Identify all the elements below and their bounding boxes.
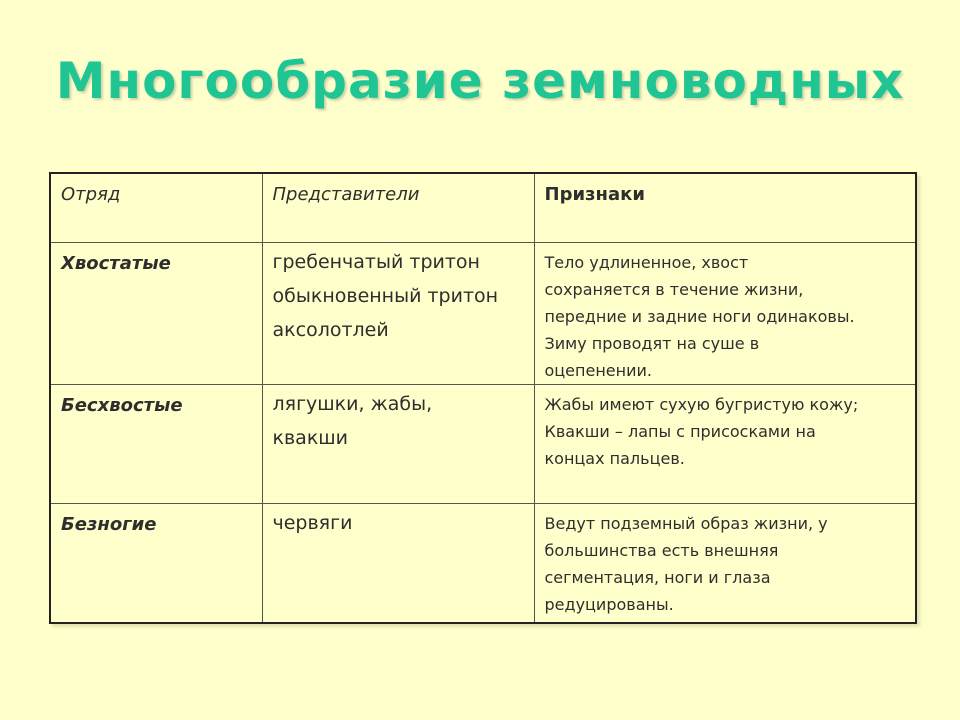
traits-text: Ведут подземный образ жизни, у большинства есть внешняя сегментация, ноги и глаза редуцированы. bbox=[544, 514, 828, 614]
header-cell-representatives bbox=[262, 173, 534, 243]
order-cell bbox=[50, 243, 262, 385]
table-header-row bbox=[50, 173, 916, 243]
traits-text: Тело удлиненное, хвост сохраняется в течение жизни, передние и задние ноги одинаковы. Зиму проводят на суше в оцепенении. bbox=[544, 253, 855, 380]
representatives-text: червяги bbox=[272, 512, 353, 534]
traits-cell bbox=[534, 385, 916, 504]
representatives-text: лягушки, жабы, квакши bbox=[272, 393, 433, 449]
header-cell-order bbox=[50, 173, 262, 243]
order-cell bbox=[50, 504, 262, 624]
header-representatives-label: Представители bbox=[272, 184, 420, 205]
order-name: Безногие bbox=[61, 514, 157, 535]
page-title: Многообразие земноводных bbox=[55, 52, 905, 110]
representatives-cell bbox=[262, 385, 534, 504]
header-cell-traits bbox=[534, 173, 916, 243]
table-row bbox=[50, 243, 916, 385]
amphibian-table bbox=[49, 172, 917, 624]
header-traits-label: Признаки bbox=[544, 184, 645, 205]
traits-text: Жабы имеют сухую бугристую кожу; Квакши – лапы с присосками на концах пальцев. bbox=[544, 395, 859, 468]
table-row bbox=[50, 385, 916, 504]
header-order-label: Отряд bbox=[61, 184, 121, 205]
order-name: Бесхвостые bbox=[61, 395, 183, 416]
order-name: Хвостатые bbox=[61, 253, 171, 274]
traits-cell bbox=[534, 504, 916, 624]
representatives-text: гребенчатый тритон обыкновенный тритон аксолотлей bbox=[272, 251, 499, 341]
traits-cell bbox=[534, 243, 916, 385]
representatives-cell bbox=[262, 504, 534, 624]
representatives-cell bbox=[262, 243, 534, 385]
order-cell bbox=[50, 385, 262, 504]
table-row bbox=[50, 504, 916, 624]
